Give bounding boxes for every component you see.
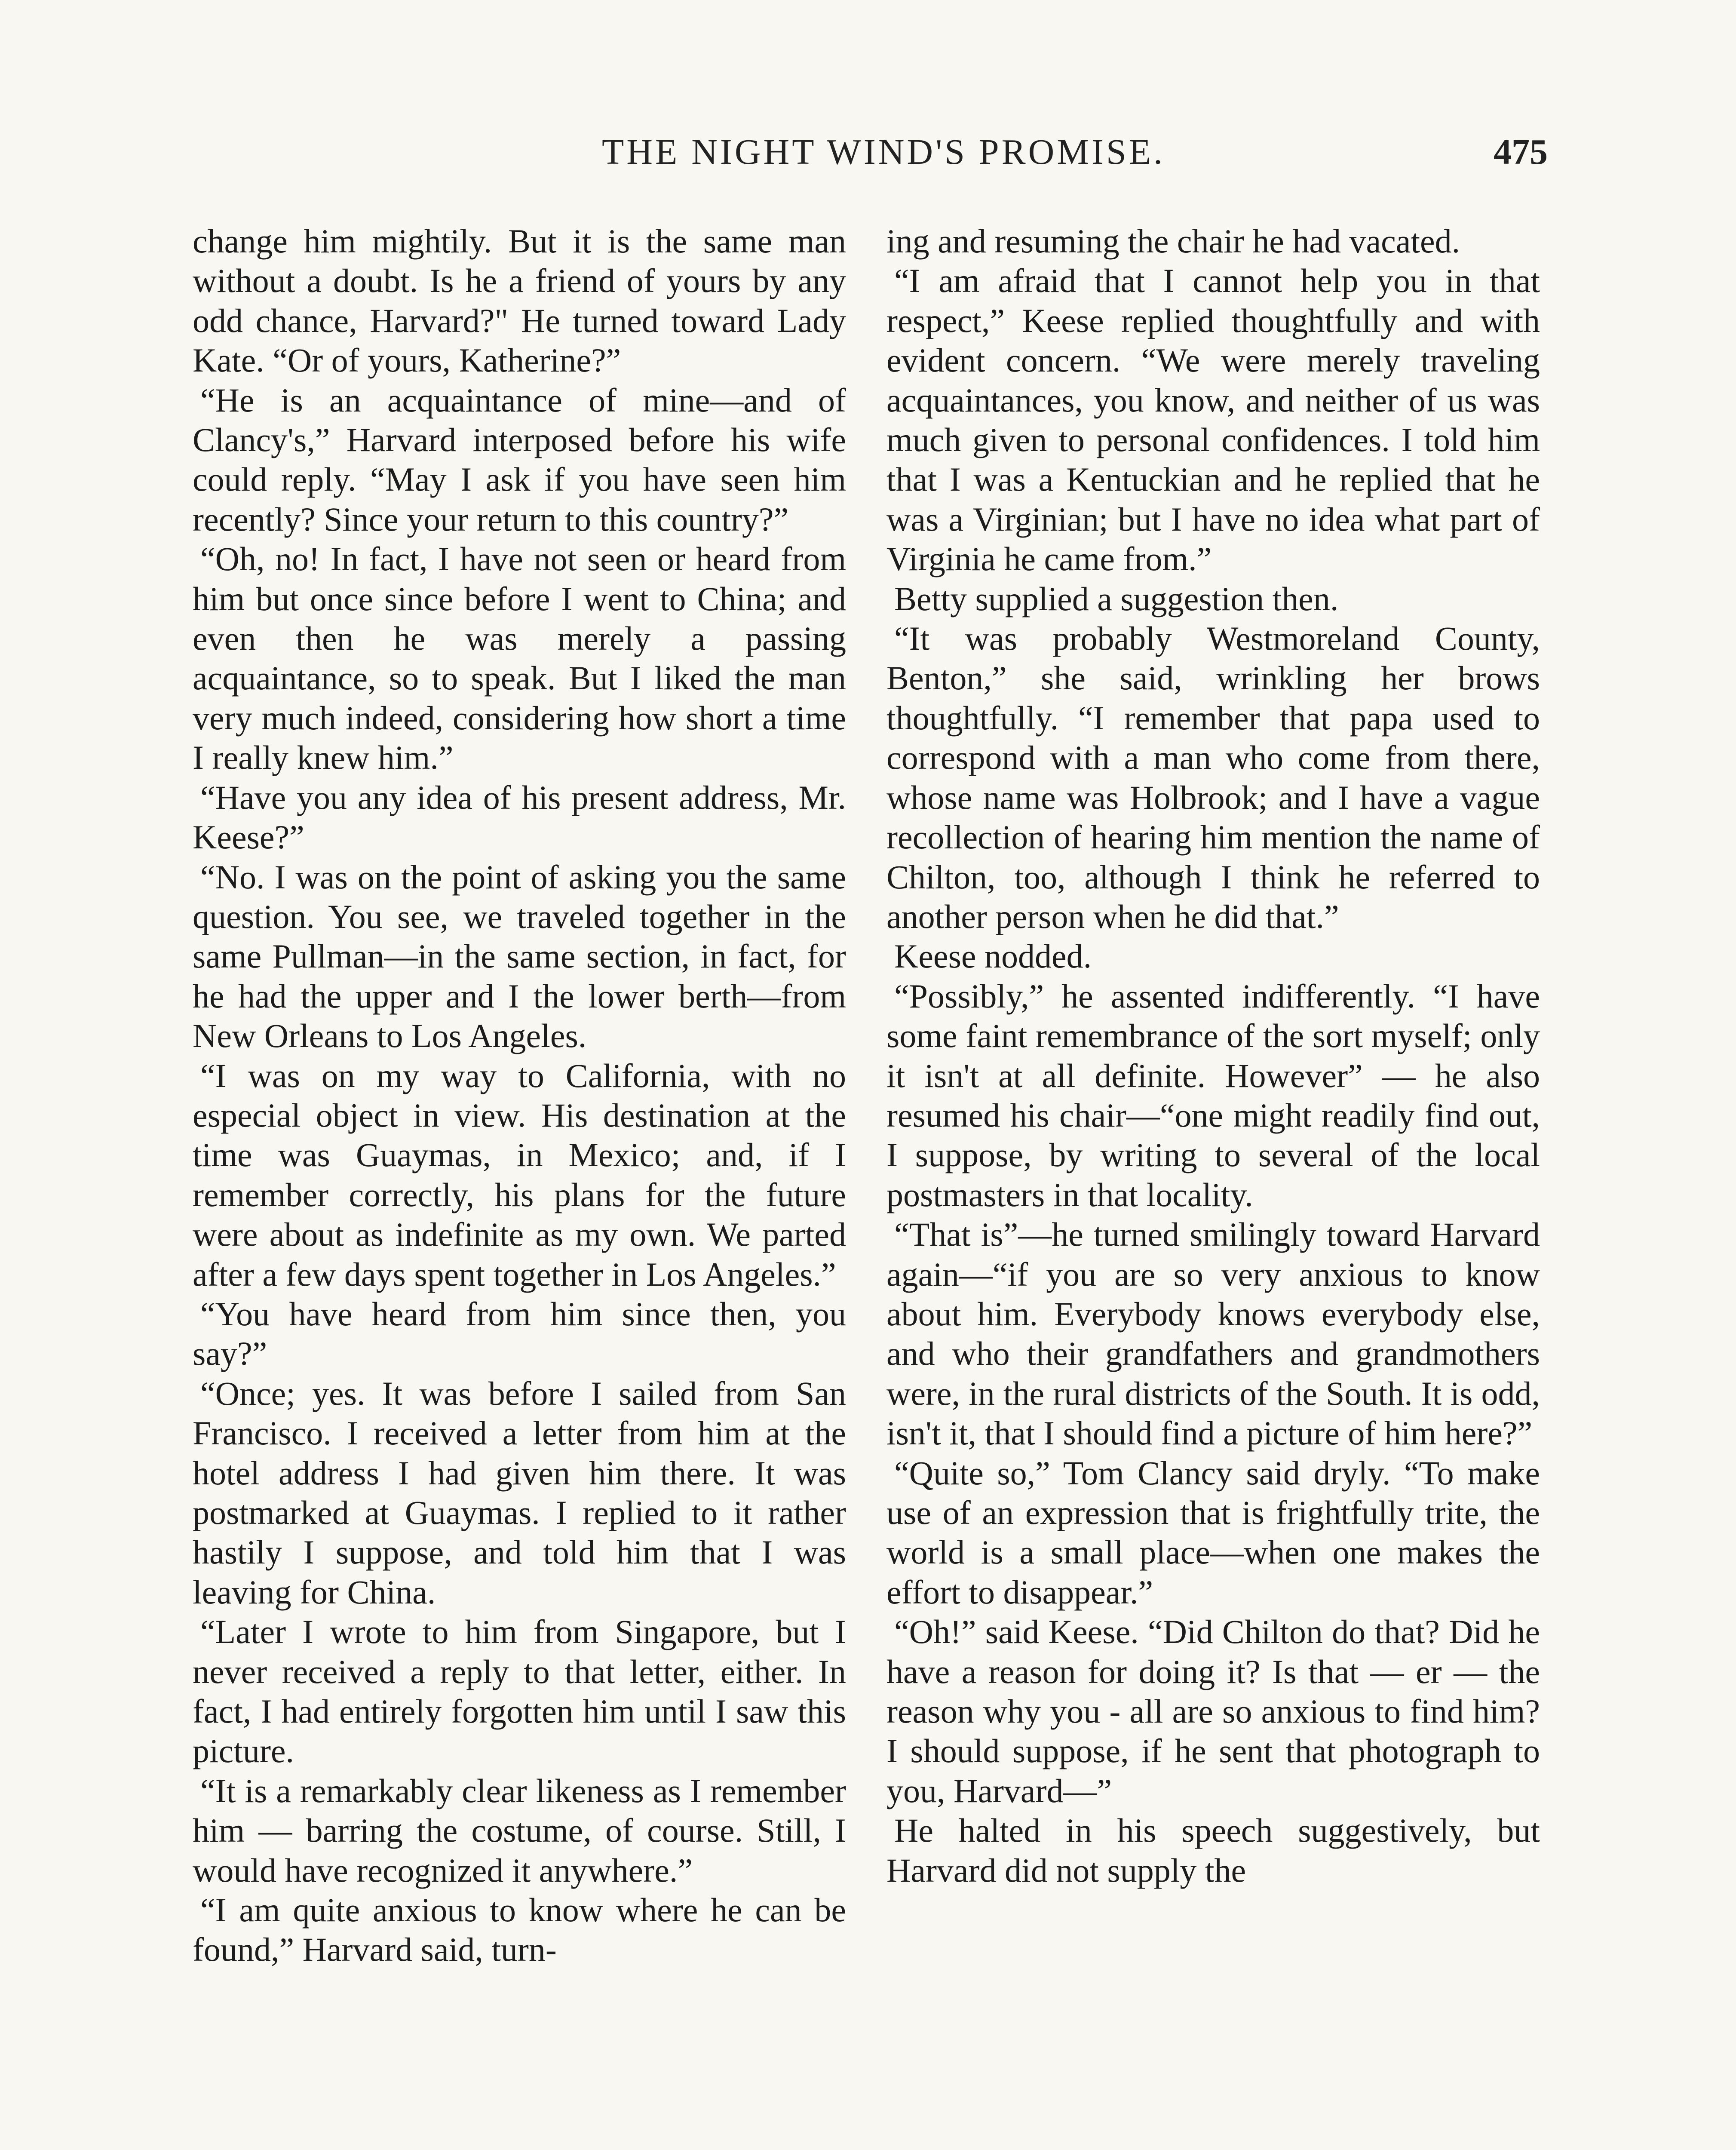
paragraph: “It is a remarkably clear likeness as I remember him — barring the costume, of course. Still, I would have recognized it anywhere.”: [193, 1772, 846, 1889]
paragraph: “I was on my way to California, with no especial object in view. His destination at the time was Guaymas, in Mexico; and, if I remember correctly, his plans for the future were about as indefinite as my own. We parted after a few days spent together in Los Angeles.”: [193, 1057, 846, 1293]
left-text-column: [193, 221, 846, 1970]
paragraph: “Possibly,” he assented indifferently. “I have some faint remembrance of the sort myself; only it isn't at all definite. However” — he also resumed his chair—“one might readily find out, I suppose, by writing to several of the local postmasters in that locality.: [886, 977, 1540, 1213]
paragraph: change him mightily. But it is the same man without a doubt. Is he a friend of yours by any odd chance, Harvard?" He turned toward Lady Kate. “Or of yours, Katherine?”: [193, 222, 846, 379]
paragraph: “He is an acquaintance of mine—and of Clancy's,” Harvard interposed before his wife could reply. “May I ask if you have seen him recently? Since your return to this country?”: [193, 381, 846, 538]
paragraph: “That is”—he turned smilingly toward Harvard again—“if you are so very anxious to know about him. Everybody knows everybody else, and who their grandfathers and grandmothers were, in the rural districts of the South. It is odd, isn't it, that I should find a picture of him here?”: [886, 1216, 1540, 1452]
paragraph: “Later I wrote to him from Singapore, but I never received a reply to that letter, either. In fact, I had entirely forgotten him until I saw this picture.: [193, 1613, 846, 1770]
paragraph: “I am quite anxious to know where he can be found,” Harvard said, turn-: [193, 1891, 846, 1969]
paragraph: “Have you any idea of his present address, Mr. Keese?”: [193, 778, 846, 856]
paragraph: Keese nodded.: [894, 937, 1092, 975]
paragraph: “I am afraid that I cannot help you in that respect,” Keese replied thoughtfully and with evident concern. “We were merely traveling acquaintances, you know, and neither of us was much given to personal confidences. I told him that I was a Kentuckian and he replied that he was a Virginian; but I have no idea what part of Virginia he came from.”: [886, 262, 1540, 578]
paragraph: Betty supplied a suggestion then.: [894, 580, 1339, 617]
right-text-column: [886, 221, 1540, 1890]
paragraph: ing and resuming the chair he had vacated.: [886, 222, 1460, 260]
running-title: THE NIGHT WIND'S PROMISE.: [601, 132, 1166, 172]
paragraph: “No. I was on the point of asking you the same question. You see, we traveled together in the same Pullman—in the same section, in fact, for he had the upper and I the lower berth—from New Orleans to Los Angeles.: [193, 858, 846, 1055]
paragraph: He halted in his speech suggestively, but Harvard did not supply the: [886, 1812, 1540, 1889]
paragraph: “Oh, no! In fact, I have not seen or heard from him but once since before I went to China; and even then he was merely a passing acquaintance, so to speak. But I liked the man very much indeed, considering how short a time I really knew him.”: [193, 540, 846, 777]
page-number: 475: [1494, 132, 1548, 172]
paragraph: “You have heard from him since then, you say?”: [193, 1295, 846, 1373]
paragraph: “Oh!” said Keese. “Did Chilton do that? Did he have a reason for doing it? Is that — er — the reason why you - all are so anxious to find him? I should suppose, if he sent that photograph to you, Harvard—”: [886, 1613, 1540, 1809]
paragraph: “Once; yes. It was before I sailed from San Francisco. I received a letter from him at the hotel address I had given him there. It was postmarked at Guaymas. I replied to it rather hastily I suppose, and told him that I was leaving for China.: [193, 1374, 846, 1611]
paragraph: “It was probably Westmoreland County, Benton,” she said, wrinkling her brows thoughtfully. “I remember that papa used to correspond with a man who come from there, whose name was Holbrook; and I have a vague recollection of hearing him mention the name of Chilton, too, although I think he referred to another person when he did that.”: [886, 620, 1540, 935]
paragraph: “Quite so,” Tom Clancy said dryly. “To make use of an expression that is frightfully trite, the world is a small place—when one makes the effort to disappear.”: [886, 1454, 1540, 1611]
